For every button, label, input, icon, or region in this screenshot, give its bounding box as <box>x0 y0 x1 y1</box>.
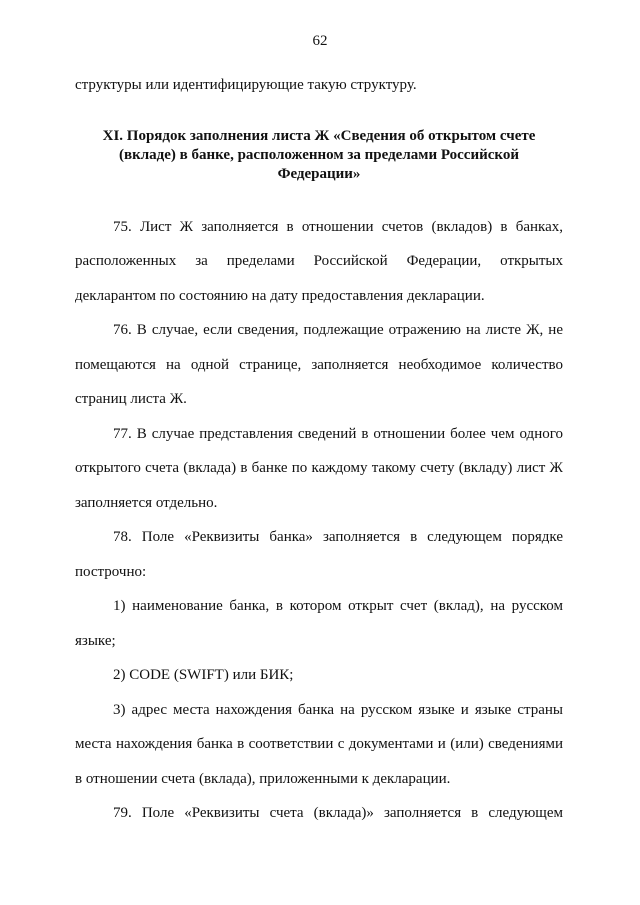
page-number: 62 <box>312 33 328 49</box>
section-heading-line-1: XI. Порядок заполнения листа Ж «Сведения об открытом счете <box>102 127 536 144</box>
paragraph-78: 78. Поле «Реквизиты банка» заполняется в следующем порядке построчно: <box>75 529 563 580</box>
list-item-3: 3) адрес места нахождения банка на русском языке и языке страны места нахождения банка в соответствии с документами и (или) сведениями в отношении счета (вклада), приложенными к декларации. <box>75 701 563 787</box>
continuation-text: структуры или идентифицирующие такую структуру. <box>75 77 417 93</box>
section-heading <box>75 127 563 184</box>
document-body <box>75 68 563 831</box>
paragraph-76: 76. В случае, если сведения, подлежащие отражению на листе Ж, не помещаются на одной странице, заполняется необходимое количество страниц листа Ж. <box>75 322 563 407</box>
paragraph-77: 77. В случае представления сведений в отношении более чем одного открытого счета (вклада) в банке по каждому такому счету (вкладу) лист Ж заполняется отдельно. <box>75 425 563 511</box>
paragraph-75: 75. Лист Ж заполняется в отношении счетов (вкладов) в банках, расположенных за пределами Российской Федерации, открытых декларантом по состоянию на дату предоставления декларации. <box>75 218 563 304</box>
list-item-2: 2) CODE (SWIFT) или БИК; <box>113 667 294 683</box>
section-heading-line-2: (вкладе) в банке, расположенном за пределами Российской <box>119 146 519 163</box>
section-heading-line-3: Федерации» <box>277 165 361 182</box>
list-item-1: 1) наименование банка, в котором открыт счет (вклад), на русском языке; <box>75 598 563 649</box>
paragraph-79: 79. Поле «Реквизиты счета (вклада)» заполняется в следующем <box>113 805 563 821</box>
